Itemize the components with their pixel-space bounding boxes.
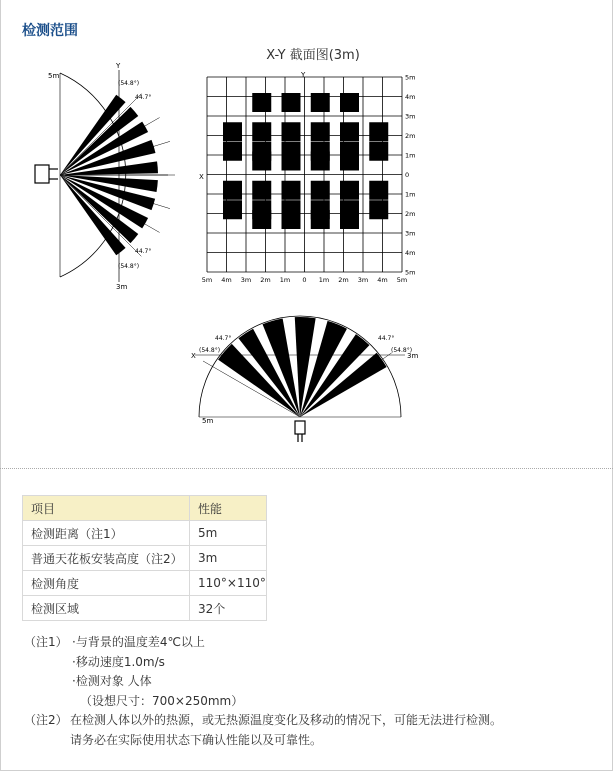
side-view-angle-inner-top: 44.7° [135, 94, 152, 101]
xy-y-tick: 1m [405, 190, 416, 199]
xy-zone-34 [340, 200, 359, 219]
xy-zone-20 [282, 181, 301, 200]
xy-zone-32 [282, 200, 301, 219]
xy-y-axis-label: Y [301, 71, 306, 79]
note1-line: ·与背景的温度差4℃以上 [72, 635, 205, 649]
xy-zone-15 [311, 122, 330, 141]
xy-grid-lines [207, 77, 402, 272]
side-view-angle-outer-top: (54.8°) [118, 80, 140, 87]
xy-zone-3 [340, 93, 359, 112]
xy-y-tick: 4m [405, 249, 416, 257]
xy-zone-0 [252, 93, 271, 112]
xy-zone-24 [223, 142, 242, 161]
section-divider [0, 468, 613, 469]
front-view-detection-fans [203, 317, 395, 417]
side-view-sensor-icon [35, 165, 49, 183]
spec-table-header [23, 496, 267, 521]
xy-x-tick: 5m [396, 276, 408, 284]
xy-x-tick: 3m [357, 276, 369, 284]
xy-x-tick: 1m [318, 276, 330, 284]
note2-label: （注2） [24, 713, 68, 727]
spec-item-cell: 检测角度 [23, 571, 190, 596]
note1-line: ·检测对象 人体 [72, 674, 152, 688]
xy-zone-12 [223, 122, 242, 141]
xy-zone-30 [223, 200, 242, 219]
section-title: 检测范围 [22, 23, 78, 39]
note1-line: ·移动速度1.0m/s [72, 654, 165, 669]
xy-x-tick: 4m [221, 276, 232, 284]
xy-y-tick: 1m [405, 151, 416, 160]
xy-section-diagram [195, 42, 420, 287]
note1-label: （注1） [24, 635, 68, 649]
xy-zone-28 [340, 142, 359, 161]
xy-x-tick: 5m [201, 276, 213, 284]
spec-value-cell: 110°×110° [190, 571, 267, 596]
front-view-angle-outer-left: (54.8°) [199, 347, 221, 354]
xy-zone-14 [282, 122, 301, 141]
xy-x-tick: 2m [338, 276, 349, 284]
note2-line: 在检测人体以外的热源，或无热源温度变化及移动的情况下，可能无法进行检测。 [70, 713, 503, 727]
note1-sub: （设想尺寸：700×250mm） [80, 693, 244, 708]
xy-zone-33 [311, 200, 330, 219]
front-view-angle-outer-right: (54.8°) [391, 347, 413, 354]
note2-line: 请务必在实际使用状态下确认性能以及可靠性。 [70, 732, 323, 747]
xy-y-tick: 3m [405, 229, 416, 238]
spec-item-cell: 普通天花板安装高度（注2） [23, 546, 190, 571]
front-view-label-3m: 3m [407, 352, 419, 360]
side-view-label-5m: 5m [48, 72, 60, 80]
xy-section-title: X-Y 截面图(3m) [266, 48, 360, 63]
xy-zone-31 [252, 200, 271, 219]
front-view-diagram [185, 310, 425, 450]
xy-zone-27 [311, 142, 330, 161]
spec-item-cell: 检测距离（注1） [23, 521, 190, 546]
front-view-sensor-icon [295, 421, 305, 434]
table-row [23, 571, 267, 596]
front-view-angle-inner-right: 44.7° [378, 335, 395, 342]
side-view-diagram [28, 60, 193, 290]
xy-zone-26 [282, 142, 301, 161]
xy-zone-35 [369, 200, 388, 219]
xy-zone-18 [223, 181, 242, 200]
spec-value-cell: 3m [190, 546, 267, 571]
side-view-label-3m: 3m [116, 283, 128, 290]
spec-value-cell: 5m [190, 521, 267, 546]
xy-y-tick: 2m [405, 210, 416, 218]
table-row [23, 521, 267, 546]
table-row [23, 596, 267, 621]
xy-zone-23 [369, 181, 388, 200]
front-view-label-5m: 5m [202, 417, 214, 425]
side-view-angle-outer-bottom: (54.8°) [118, 263, 140, 270]
side-view-label-y: Y [116, 62, 121, 70]
xy-x-tick: 0 [302, 276, 307, 284]
xy-y-tick: 3m [405, 112, 416, 121]
xy-zone-2 [311, 93, 330, 112]
spec-header-item: 项目 [23, 496, 190, 521]
xy-y-tick: 5m [405, 268, 416, 277]
side-view-angle-inner-bottom: 44.7° [135, 248, 152, 255]
xy-zone-19 [252, 181, 271, 200]
xy-x-tick: 2m [260, 276, 271, 284]
xy-zone-22 [340, 181, 359, 200]
xy-zone-1 [282, 93, 301, 112]
page-border-left [0, 0, 1, 771]
xy-x-tick: 3m [240, 276, 252, 284]
xy-zone-16 [340, 122, 359, 141]
xy-y-tick: 2m [405, 132, 416, 140]
xy-detection-zones [223, 93, 388, 229]
table-row [23, 546, 267, 571]
xy-x-axis-label: X [199, 173, 204, 181]
xy-y-tick: 5m [405, 73, 416, 82]
xy-zone-13 [252, 122, 271, 141]
xy-y-tick: 4m [405, 93, 416, 101]
front-view-label-x: X [191, 352, 196, 360]
spec-table [22, 495, 267, 621]
spec-header-performance: 性能 [190, 496, 267, 521]
xy-x-tick: 1m [279, 276, 291, 284]
xy-zone-21 [311, 181, 330, 200]
xy-y-tick: 0 [405, 171, 410, 179]
xy-x-tick: 4m [377, 276, 388, 284]
xy-zone-29 [369, 142, 388, 161]
spec-value-cell: 32个 [190, 596, 267, 621]
spec-item-cell: 检测区域 [23, 596, 190, 621]
front-view-angle-inner-left: 44.7° [215, 335, 232, 342]
xy-zone-25 [252, 142, 271, 161]
xy-zone-17 [369, 122, 388, 141]
